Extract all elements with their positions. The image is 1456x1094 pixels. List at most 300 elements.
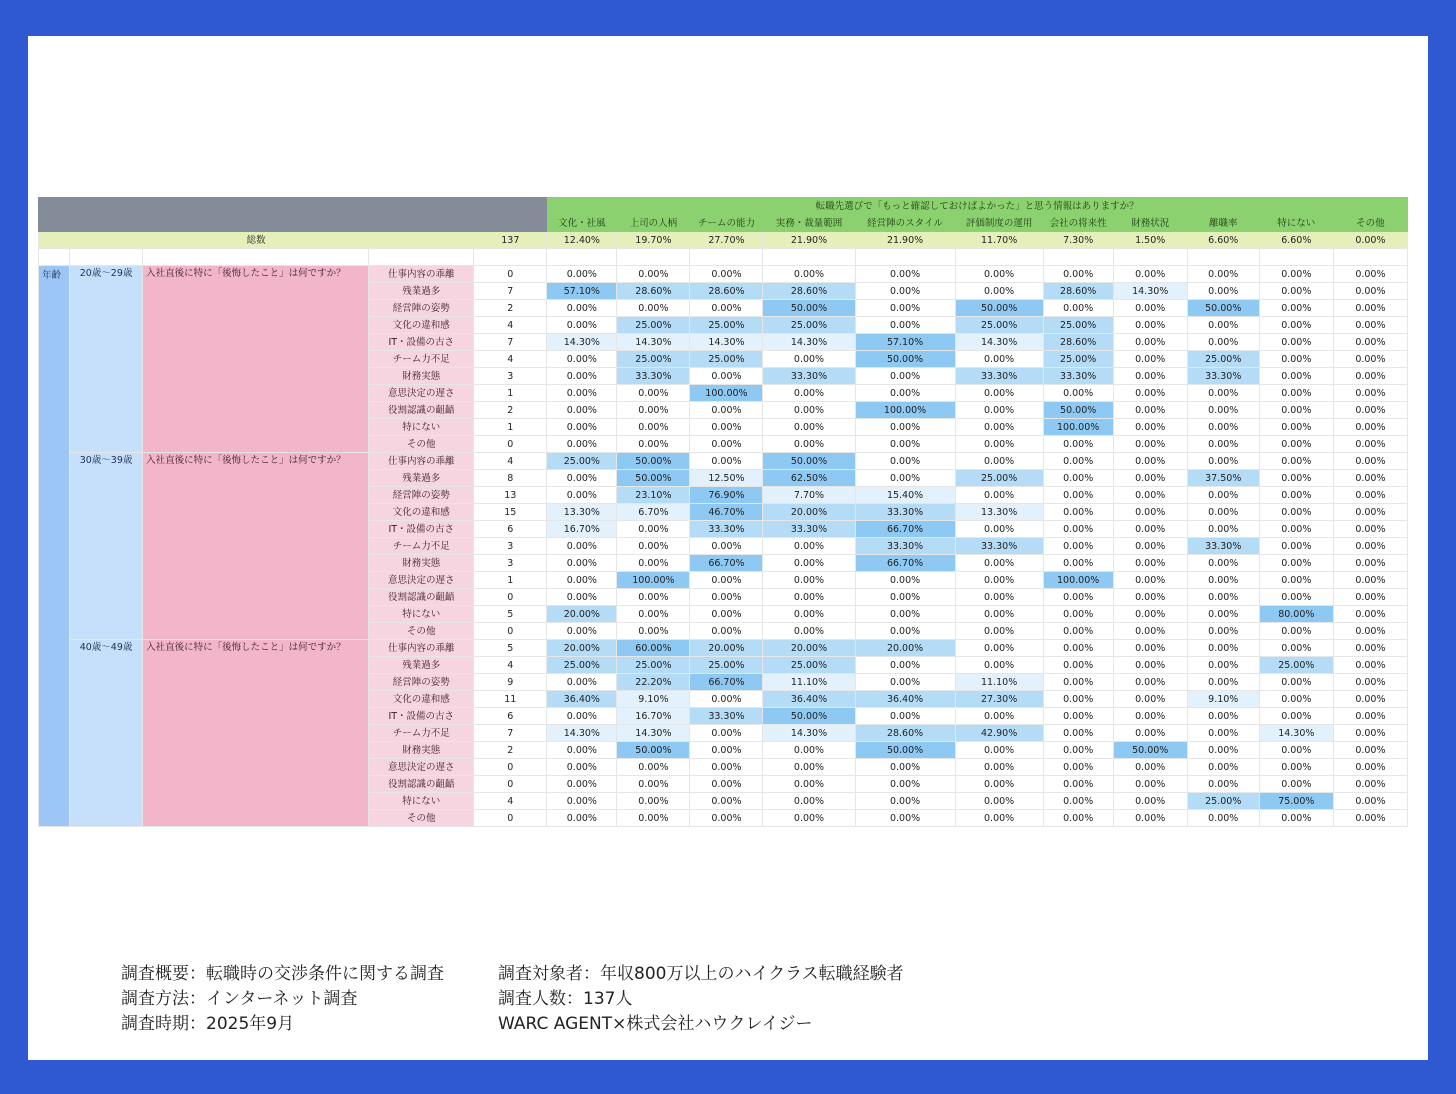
row-count: 2 — [474, 300, 547, 317]
value-cell: 0.00% — [1259, 589, 1333, 606]
value-cell: 33.30% — [763, 521, 855, 538]
value-cell: 0.00% — [855, 657, 955, 674]
value-cell: 0.00% — [763, 623, 855, 640]
row-label: 文化の違和感 — [369, 691, 474, 708]
value-cell: 0.00% — [547, 317, 617, 334]
value-cell: 0.00% — [547, 572, 617, 589]
value-cell: 20.00% — [855, 640, 955, 657]
value-cell: 0.00% — [763, 810, 855, 827]
value-cell: 0.00% — [547, 351, 617, 368]
value-cell: 0.00% — [690, 793, 763, 810]
value-cell: 0.00% — [1187, 623, 1259, 640]
value-cell: 25.00% — [1187, 793, 1259, 810]
value-cell: 0.00% — [1113, 351, 1187, 368]
empty-cell — [690, 249, 763, 266]
value-cell: 0.00% — [617, 606, 690, 623]
value-cell: 11.10% — [955, 674, 1043, 691]
value-cell: 0.00% — [1043, 674, 1113, 691]
value-cell: 0.00% — [1187, 589, 1259, 606]
value-cell: 0.00% — [1259, 776, 1333, 793]
value-cell: 0.00% — [1333, 334, 1407, 351]
value-cell: 25.00% — [1259, 657, 1333, 674]
value-cell: 0.00% — [617, 402, 690, 419]
value-cell: 0.00% — [1187, 436, 1259, 453]
value-cell: 28.60% — [855, 725, 955, 742]
data-row — [39, 453, 1408, 470]
value-cell: 66.70% — [855, 521, 955, 538]
total-value: 0.00% — [1333, 232, 1407, 249]
note-count: 調査人数：137人 — [498, 989, 633, 1009]
value-cell: 0.00% — [1187, 521, 1259, 538]
value-cell: 0.00% — [1259, 368, 1333, 385]
row-count: 7 — [474, 334, 547, 351]
value-cell: 14.30% — [955, 334, 1043, 351]
survey-notes — [121, 962, 1021, 1037]
value-cell: 0.00% — [955, 623, 1043, 640]
empty-cell — [1333, 249, 1407, 266]
value-cell: 0.00% — [763, 351, 855, 368]
value-cell: 0.00% — [1187, 317, 1259, 334]
value-cell: 0.00% — [1113, 776, 1187, 793]
total-row — [39, 232, 1408, 249]
row-label: 意思決定の遅さ — [369, 385, 474, 402]
column-header: 特にない — [1259, 215, 1333, 232]
value-cell: 0.00% — [763, 419, 855, 436]
column-header: 評価制度の運用 — [955, 215, 1043, 232]
value-cell: 22.20% — [617, 674, 690, 691]
value-cell: 0.00% — [690, 725, 763, 742]
value-cell: 0.00% — [855, 317, 955, 334]
empty-cell — [1187, 249, 1259, 266]
value-cell: 80.00% — [1259, 606, 1333, 623]
value-cell: 0.00% — [1259, 538, 1333, 555]
value-cell: 0.00% — [1333, 793, 1407, 810]
value-cell: 0.00% — [1333, 470, 1407, 487]
value-cell: 62.50% — [763, 470, 855, 487]
question-label: 入社直後に特に「後悔したこと」は何ですか？ — [143, 640, 369, 827]
value-cell: 20.00% — [547, 640, 617, 657]
value-cell: 75.00% — [1259, 793, 1333, 810]
row-count: 3 — [474, 368, 547, 385]
empty-cell — [143, 249, 369, 266]
value-cell: 0.00% — [855, 419, 955, 436]
total-value: 19.70% — [617, 232, 690, 249]
value-cell: 28.60% — [690, 283, 763, 300]
total-n: 137 — [474, 232, 547, 249]
value-cell: 0.00% — [1259, 334, 1333, 351]
row-count: 0 — [474, 266, 547, 283]
empty-cell — [474, 249, 547, 266]
row-label: 残業過多 — [369, 470, 474, 487]
value-cell: 0.00% — [1333, 351, 1407, 368]
value-cell: 50.00% — [1187, 300, 1259, 317]
value-cell: 0.00% — [1333, 283, 1407, 300]
value-cell: 0.00% — [955, 436, 1043, 453]
value-cell: 0.00% — [955, 572, 1043, 589]
row-count: 4 — [474, 317, 547, 334]
row-count: 15 — [474, 504, 547, 521]
value-cell: 100.00% — [1043, 572, 1113, 589]
value-cell: 100.00% — [690, 385, 763, 402]
value-cell: 50.00% — [1113, 742, 1187, 759]
value-cell: 0.00% — [763, 776, 855, 793]
value-cell: 0.00% — [617, 436, 690, 453]
value-cell: 0.00% — [1043, 708, 1113, 725]
value-cell: 0.00% — [855, 589, 955, 606]
value-cell: 36.40% — [855, 691, 955, 708]
value-cell: 23.10% — [617, 487, 690, 504]
value-cell: 0.00% — [955, 453, 1043, 470]
age-range: 40歳〜49歳 — [70, 640, 143, 827]
value-cell: 0.00% — [617, 300, 690, 317]
value-cell: 100.00% — [855, 402, 955, 419]
row-count: 0 — [474, 776, 547, 793]
empty-cell — [955, 249, 1043, 266]
empty-cell — [70, 249, 143, 266]
value-cell: 0.00% — [1333, 504, 1407, 521]
value-cell: 0.00% — [1043, 640, 1113, 657]
column-header: 実務・裁量範囲 — [763, 215, 855, 232]
row-label: チーム力不足 — [369, 351, 474, 368]
value-cell: 15.40% — [855, 487, 955, 504]
value-cell: 0.00% — [690, 776, 763, 793]
value-cell: 0.00% — [1333, 691, 1407, 708]
value-cell: 0.00% — [855, 674, 955, 691]
row-label: その他 — [369, 810, 474, 827]
value-cell: 20.00% — [690, 640, 763, 657]
value-cell: 0.00% — [1187, 283, 1259, 300]
total-value: 21.90% — [763, 232, 855, 249]
value-cell: 0.00% — [1113, 793, 1187, 810]
value-cell: 0.00% — [1259, 623, 1333, 640]
value-cell: 0.00% — [1259, 504, 1333, 521]
value-cell: 20.00% — [547, 606, 617, 623]
data-row — [39, 640, 1408, 657]
row-label: 文化の違和感 — [369, 317, 474, 334]
value-cell: 0.00% — [547, 538, 617, 555]
value-cell: 0.00% — [763, 436, 855, 453]
value-cell: 33.30% — [1187, 368, 1259, 385]
value-cell: 0.00% — [1113, 674, 1187, 691]
row-count: 1 — [474, 572, 547, 589]
value-cell: 13.30% — [547, 504, 617, 521]
value-cell: 25.00% — [955, 317, 1043, 334]
value-cell: 0.00% — [1333, 640, 1407, 657]
empty-cell — [1043, 249, 1113, 266]
value-cell: 0.00% — [955, 742, 1043, 759]
value-cell: 0.00% — [1333, 521, 1407, 538]
value-cell: 0.00% — [763, 589, 855, 606]
value-cell: 0.00% — [690, 419, 763, 436]
value-cell: 0.00% — [763, 266, 855, 283]
value-cell: 0.00% — [617, 759, 690, 776]
value-cell: 33.30% — [690, 708, 763, 725]
value-cell: 0.00% — [547, 555, 617, 572]
row-label: 意思決定の遅さ — [369, 759, 474, 776]
value-cell: 14.30% — [1113, 283, 1187, 300]
row-count: 13 — [474, 487, 547, 504]
value-cell: 0.00% — [1333, 402, 1407, 419]
value-cell: 0.00% — [690, 572, 763, 589]
value-cell: 0.00% — [1259, 317, 1333, 334]
value-cell: 14.30% — [690, 334, 763, 351]
value-cell: 50.00% — [617, 742, 690, 759]
value-cell: 0.00% — [855, 453, 955, 470]
value-cell: 0.00% — [1259, 436, 1333, 453]
column-header: 文化・社風 — [547, 215, 617, 232]
row-count: 0 — [474, 759, 547, 776]
value-cell: 0.00% — [763, 385, 855, 402]
value-cell: 0.00% — [1043, 589, 1113, 606]
row-label: 財務実態 — [369, 742, 474, 759]
row-label: 役割認識の齟齬 — [369, 402, 474, 419]
column-header: その他 — [1333, 215, 1407, 232]
value-cell: 0.00% — [547, 623, 617, 640]
value-cell: 0.00% — [690, 436, 763, 453]
row-count: 9 — [474, 674, 547, 691]
value-cell: 0.00% — [690, 266, 763, 283]
value-cell: 60.00% — [617, 640, 690, 657]
empty-cell — [763, 249, 855, 266]
value-cell: 27.30% — [955, 691, 1043, 708]
value-cell: 25.00% — [955, 470, 1043, 487]
value-cell: 0.00% — [617, 266, 690, 283]
value-cell: 0.00% — [955, 640, 1043, 657]
value-cell: 0.00% — [1259, 640, 1333, 657]
value-cell: 0.00% — [1333, 810, 1407, 827]
value-cell: 0.00% — [1113, 521, 1187, 538]
value-cell: 0.00% — [1333, 419, 1407, 436]
value-cell: 0.00% — [1113, 708, 1187, 725]
row-count: 5 — [474, 640, 547, 657]
row-count: 4 — [474, 453, 547, 470]
value-cell: 25.00% — [547, 657, 617, 674]
empty-cell — [617, 249, 690, 266]
value-cell: 0.00% — [955, 283, 1043, 300]
row-count: 0 — [474, 623, 547, 640]
value-cell: 0.00% — [763, 402, 855, 419]
row-label: IT・設備の古さ — [369, 708, 474, 725]
spacer-row — [39, 249, 1408, 266]
row-count: 11 — [474, 691, 547, 708]
header-blank — [39, 198, 474, 232]
value-cell: 0.00% — [617, 776, 690, 793]
value-cell: 0.00% — [690, 453, 763, 470]
value-cell: 0.00% — [1333, 368, 1407, 385]
value-cell: 0.00% — [617, 555, 690, 572]
value-cell: 0.00% — [1043, 657, 1113, 674]
note-overview: 調査概要：転職時の交渉条件に関する調査 — [121, 964, 444, 984]
value-cell: 0.00% — [955, 419, 1043, 436]
value-cell: 0.00% — [1187, 487, 1259, 504]
value-cell: 36.40% — [547, 691, 617, 708]
value-cell: 0.00% — [855, 470, 955, 487]
value-cell: 0.00% — [1043, 691, 1113, 708]
value-cell: 16.70% — [547, 521, 617, 538]
value-cell: 0.00% — [1043, 623, 1113, 640]
value-cell: 11.10% — [763, 674, 855, 691]
value-cell: 0.00% — [617, 793, 690, 810]
value-cell: 33.30% — [955, 538, 1043, 555]
value-cell: 25.00% — [763, 657, 855, 674]
value-cell: 0.00% — [1113, 402, 1187, 419]
row-count: 0 — [474, 810, 547, 827]
value-cell: 0.00% — [1113, 623, 1187, 640]
value-cell: 12.50% — [690, 470, 763, 487]
value-cell: 0.00% — [690, 402, 763, 419]
value-cell: 14.30% — [617, 725, 690, 742]
value-cell: 0.00% — [1187, 402, 1259, 419]
value-cell: 0.00% — [1043, 436, 1113, 453]
value-cell: 50.00% — [763, 453, 855, 470]
value-cell: 0.00% — [547, 742, 617, 759]
row-label: IT・設備の古さ — [369, 521, 474, 538]
row-count: 2 — [474, 742, 547, 759]
value-cell: 0.00% — [547, 402, 617, 419]
value-cell: 0.00% — [1259, 572, 1333, 589]
value-cell: 0.00% — [1333, 317, 1407, 334]
age-range: 20歳〜29歳 — [70, 266, 143, 453]
empty-cell — [1113, 249, 1187, 266]
value-cell: 0.00% — [1333, 657, 1407, 674]
value-cell: 0.00% — [1043, 487, 1113, 504]
value-cell: 0.00% — [1187, 708, 1259, 725]
row-label: 財務実態 — [369, 368, 474, 385]
value-cell: 20.00% — [763, 504, 855, 521]
column-header: 財務状況 — [1113, 215, 1187, 232]
value-cell: 0.00% — [955, 657, 1043, 674]
value-cell: 0.00% — [855, 708, 955, 725]
value-cell: 0.00% — [1043, 793, 1113, 810]
value-cell: 0.00% — [1259, 453, 1333, 470]
value-cell: 0.00% — [1259, 283, 1333, 300]
value-cell: 0.00% — [955, 521, 1043, 538]
value-cell: 0.00% — [855, 810, 955, 827]
question-label: 入社直後に特に「後悔したこと」は何ですか？ — [143, 453, 369, 640]
value-cell: 50.00% — [763, 708, 855, 725]
value-cell: 0.00% — [1113, 487, 1187, 504]
value-cell: 0.00% — [1187, 810, 1259, 827]
row-label: IT・設備の古さ — [369, 334, 474, 351]
value-cell: 0.00% — [1113, 657, 1187, 674]
value-cell: 0.00% — [855, 623, 955, 640]
age-range: 30歳〜39歳 — [70, 453, 143, 640]
value-cell: 0.00% — [1333, 538, 1407, 555]
value-cell: 0.00% — [690, 742, 763, 759]
value-cell: 0.00% — [1043, 725, 1113, 742]
value-cell: 0.00% — [955, 266, 1043, 283]
question-title: 転職先選びで「もっと確認しておけばよかった」と思う情報はありますか？ — [547, 198, 1408, 215]
value-cell: 0.00% — [1259, 810, 1333, 827]
row-count: 4 — [474, 351, 547, 368]
value-cell: 0.00% — [1113, 334, 1187, 351]
value-cell: 0.00% — [955, 793, 1043, 810]
column-header: 離職率 — [1187, 215, 1259, 232]
value-cell: 0.00% — [617, 810, 690, 827]
value-cell: 0.00% — [1113, 810, 1187, 827]
row-label: 特にない — [369, 419, 474, 436]
row-count: 7 — [474, 283, 547, 300]
value-cell: 0.00% — [547, 368, 617, 385]
value-cell: 0.00% — [1333, 623, 1407, 640]
value-cell: 0.00% — [1043, 759, 1113, 776]
value-cell: 0.00% — [855, 759, 955, 776]
value-cell: 0.00% — [617, 521, 690, 538]
value-cell: 0.00% — [763, 555, 855, 572]
value-cell: 0.00% — [855, 266, 955, 283]
value-cell: 0.00% — [1187, 266, 1259, 283]
value-cell: 0.00% — [690, 623, 763, 640]
row-count: 7 — [474, 725, 547, 742]
age-header: 年齢 — [39, 266, 70, 827]
value-cell: 0.00% — [763, 572, 855, 589]
row-label: チーム力不足 — [369, 725, 474, 742]
value-cell: 7.70% — [763, 487, 855, 504]
value-cell: 9.10% — [617, 691, 690, 708]
value-cell: 0.00% — [1187, 640, 1259, 657]
value-cell: 0.00% — [763, 606, 855, 623]
value-cell: 0.00% — [1113, 691, 1187, 708]
value-cell: 25.00% — [617, 317, 690, 334]
value-cell: 0.00% — [1043, 810, 1113, 827]
value-cell: 0.00% — [1333, 589, 1407, 606]
value-cell: 0.00% — [1187, 725, 1259, 742]
value-cell: 0.00% — [763, 793, 855, 810]
value-cell: 14.30% — [763, 725, 855, 742]
row-count: 0 — [474, 436, 547, 453]
value-cell: 0.00% — [1333, 385, 1407, 402]
value-cell: 0.00% — [1043, 742, 1113, 759]
value-cell: 100.00% — [1043, 419, 1113, 436]
total-value: 12.40% — [547, 232, 617, 249]
value-cell: 0.00% — [1113, 436, 1187, 453]
value-cell: 0.00% — [690, 589, 763, 606]
column-header: 経営陣のスタイル — [855, 215, 955, 232]
value-cell: 0.00% — [955, 555, 1043, 572]
value-cell: 42.90% — [955, 725, 1043, 742]
total-value: 6.60% — [1259, 232, 1333, 249]
value-cell: 25.00% — [547, 453, 617, 470]
value-cell: 0.00% — [1187, 657, 1259, 674]
value-cell: 0.00% — [1333, 487, 1407, 504]
value-cell: 100.00% — [617, 572, 690, 589]
value-cell: 33.30% — [690, 521, 763, 538]
value-cell: 0.00% — [1187, 334, 1259, 351]
note-target: 調査対象者：年収800万以上のハイクラス転職経験者 — [498, 964, 904, 984]
value-cell: 0.00% — [690, 691, 763, 708]
value-cell: 57.10% — [855, 334, 955, 351]
row-label: 残業過多 — [369, 657, 474, 674]
value-cell: 0.00% — [955, 810, 1043, 827]
value-cell: 0.00% — [1113, 538, 1187, 555]
value-cell: 57.10% — [547, 283, 617, 300]
crosstab-table — [38, 197, 1408, 827]
question-label: 入社直後に特に「後悔したこと」は何ですか？ — [143, 266, 369, 453]
value-cell: 0.00% — [1043, 776, 1113, 793]
value-cell: 25.00% — [690, 351, 763, 368]
empty-cell — [39, 249, 70, 266]
value-cell: 0.00% — [955, 776, 1043, 793]
value-cell: 0.00% — [1113, 453, 1187, 470]
value-cell: 50.00% — [617, 470, 690, 487]
value-cell: 28.60% — [763, 283, 855, 300]
row-label: 残業過多 — [369, 283, 474, 300]
row-count: 0 — [474, 589, 547, 606]
value-cell: 0.00% — [855, 793, 955, 810]
row-count: 4 — [474, 657, 547, 674]
row-count: 8 — [474, 470, 547, 487]
row-count: 3 — [474, 538, 547, 555]
